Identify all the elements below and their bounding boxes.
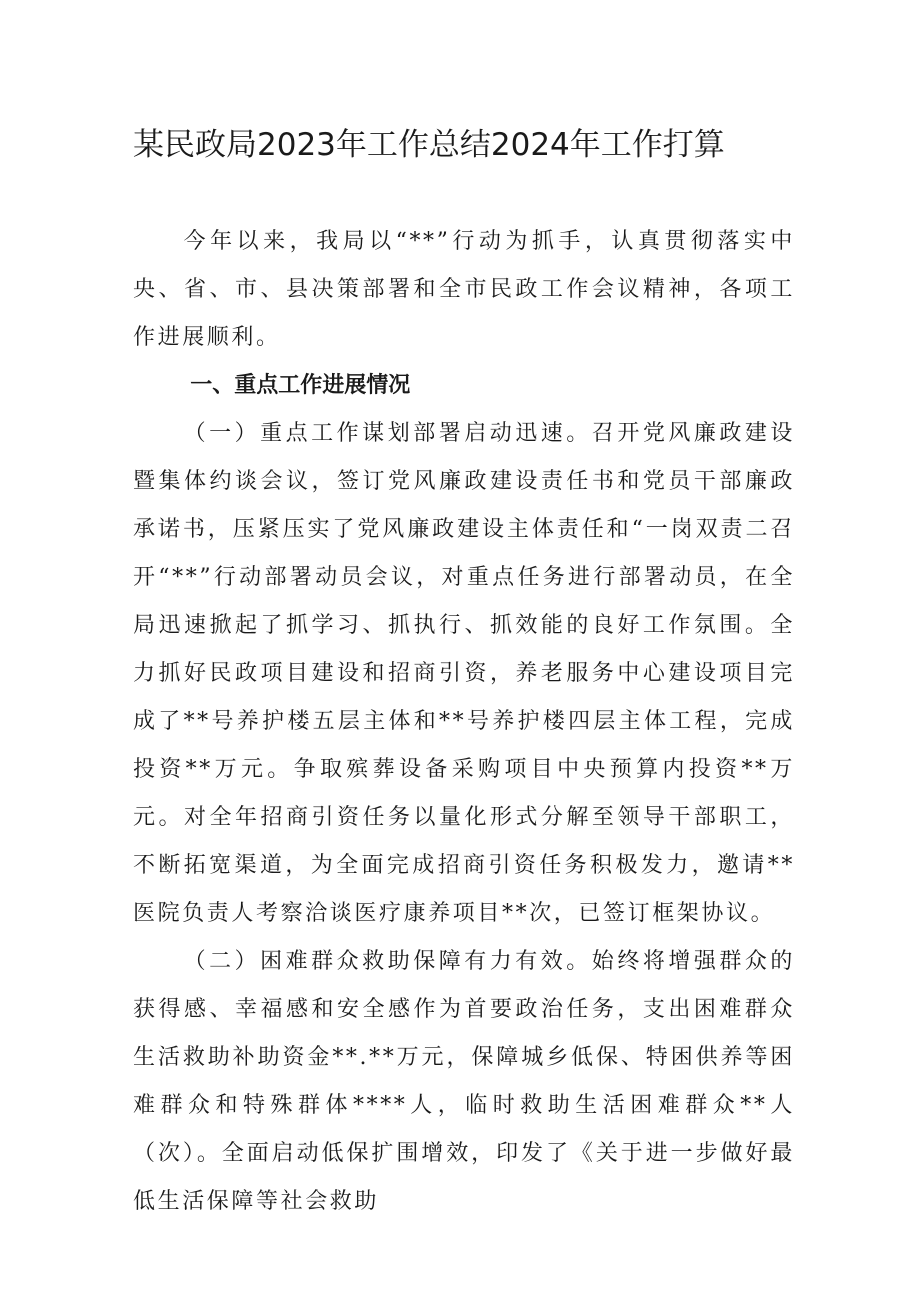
intro-paragraph: 今年以来，我局以“**”行动为抓手，认真贯彻落实中央、省、市、县决策部署和全市民政工作会议精神，各项工作进展顺利。 bbox=[133, 229, 795, 350]
section-heading: 一、重点工作进展情况 bbox=[190, 373, 411, 398]
document-title: 某民政局2023年工作总结2024年工作打算 bbox=[133, 127, 725, 163]
paragraph-item-2: （二）困难群众救助保障有力有效。始终将增强群众的获得感、幸福感和安全感作为首要政治任务，支出困难群众生活救助补助资金**.**万元，保障城乡低保、特困供养等困难群众和特殊群体****人，临时救助生活困难群众**人（次）。全面启动低保扩围增效，印发了《关于进一步做好最低生活保障等社会救助 bbox=[133, 949, 795, 1214]
document-body bbox=[133, 218, 795, 1226]
paragraph-item-1: （一）重点工作谋划部署启动迅速。召开党风廉政建设暨集体约谈会议，签订党风廉政建设责任书和党员干部廉政承诺书，压紧压实了党风廉政建设主体责任和“一岗双责二召开“**”行动部署动员会议，对重点任务进行部署动员，在全局迅速掀起了抓学习、抓执行、抓效能的良好工作氛围。全力抓好民政项目建设和招商引资，养老服务中心建设项目完成了**号养护楼五层主体和**号养护楼四层主体工程，完成投资**万元。争取殡葬设备采购项目中央预算内投资**万元。对全年招商引资任务以量化形式分解至领导干部职工，不断拓宽渠道，为全面完成招商引资任务积极发力，邀请**医院负责人考察洽谈医疗康养项目**次，已签订框架协议。 bbox=[133, 421, 795, 926]
